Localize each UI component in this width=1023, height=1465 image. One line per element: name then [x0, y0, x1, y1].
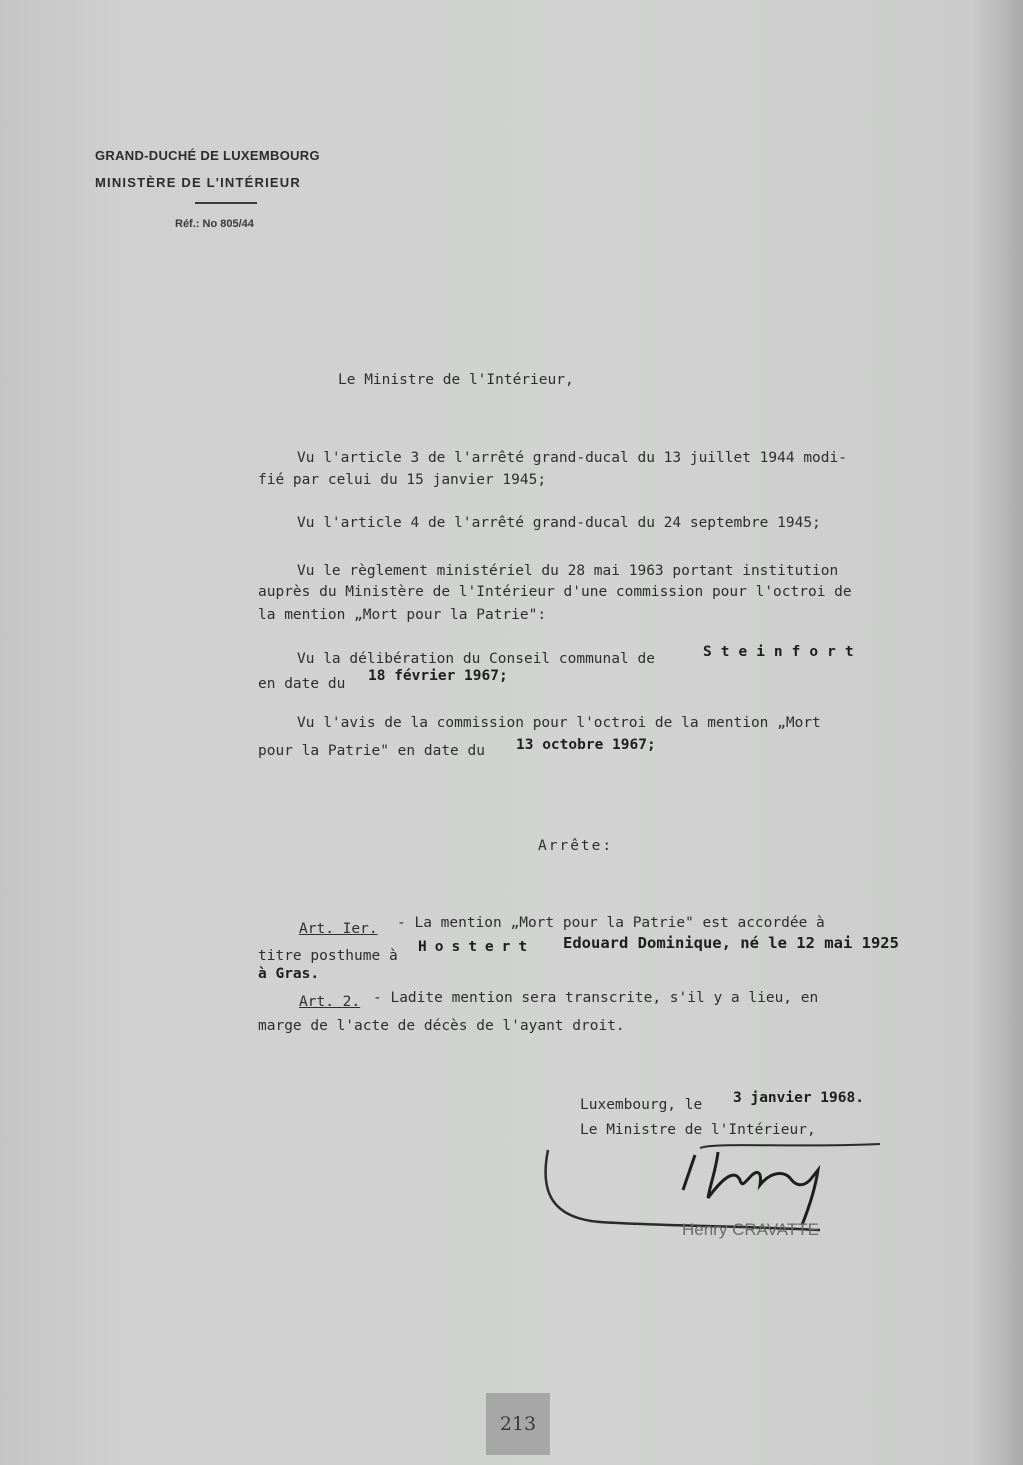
article-1-text: - La mention „Mort pour la Patrie" est accordée à — [397, 915, 825, 931]
recital-5-line-1: Vu l'avis de la commission pour l'octroi de la mention „Mort — [297, 715, 821, 731]
page-number: 213 — [486, 1393, 550, 1455]
article-2-line-2: marge de l'acte de décès de l'ayant droit. — [258, 1018, 625, 1034]
reference-number: Réf.: No 805/44 — [175, 218, 254, 230]
commune-name: Steinfort — [703, 644, 863, 660]
council-date: 18 février 1967; — [368, 668, 508, 684]
beneficiary-surname: Hostert — [418, 939, 536, 955]
recital-3-line-3: la mention „Mort pour la Patrie": — [258, 607, 547, 623]
place-prefix: Luxembourg, le — [580, 1097, 703, 1113]
commission-date: 13 octobre 1967; — [516, 737, 656, 753]
letterhead-divider — [195, 202, 257, 204]
handwritten-signature — [540, 1130, 900, 1250]
recital-3-line-1: Vu le règlement ministériel du 28 mai 1963 portant institution — [297, 563, 839, 579]
beneficiary-details: Edouard Dominique, né le 12 mai 1925 — [563, 934, 899, 952]
article-1-line-2-prefix: titre posthume à — [258, 948, 398, 964]
recital-2: Vu l'article 4 de l'arrêté grand-ducal du 24 septembre 1945; — [297, 515, 821, 531]
birthplace: à Gras. — [258, 966, 320, 982]
recital-4-date-prefix: en date du — [258, 676, 346, 692]
recital-3-line-2: auprès du Ministère de l'Intérieur d'une commission pour l'octroi de — [258, 584, 852, 600]
letterhead — [95, 148, 320, 190]
recital-1-line-2: fié par celui du 15 janvier 1945; — [258, 472, 547, 488]
letterhead-ministry: MINISTÈRE DE L'INTÉRIEUR — [95, 175, 301, 190]
recital-4-prefix: Vu la délibération du Conseil communal de — [297, 651, 655, 667]
recital-1-line-1: Vu l'article 3 de l'arrêté grand-ducal du 13 juillet 1944 modi- — [297, 450, 847, 466]
article-1-label: Art. Ier. — [299, 921, 378, 937]
letterhead-country: GRAND-DUCHÉ DE LUXEMBOURG — [95, 148, 320, 163]
article-2-label: Art. 2. — [299, 994, 361, 1010]
signatory-title: Le Ministre de l'Intérieur, — [580, 1122, 816, 1138]
decree-heading: Arrête: — [538, 838, 614, 854]
stamped-name: Henry CRAVATTE — [682, 1220, 819, 1239]
article-2-text: - Ladite mention sera transcrite, s'il y a lieu, en — [373, 990, 819, 1006]
signing-date: 3 janvier 1968. — [733, 1090, 864, 1106]
recital-5-prefix: pour la Patrie" en date du — [258, 743, 485, 759]
addressee: Le Ministre de l'Intérieur, — [338, 372, 574, 388]
